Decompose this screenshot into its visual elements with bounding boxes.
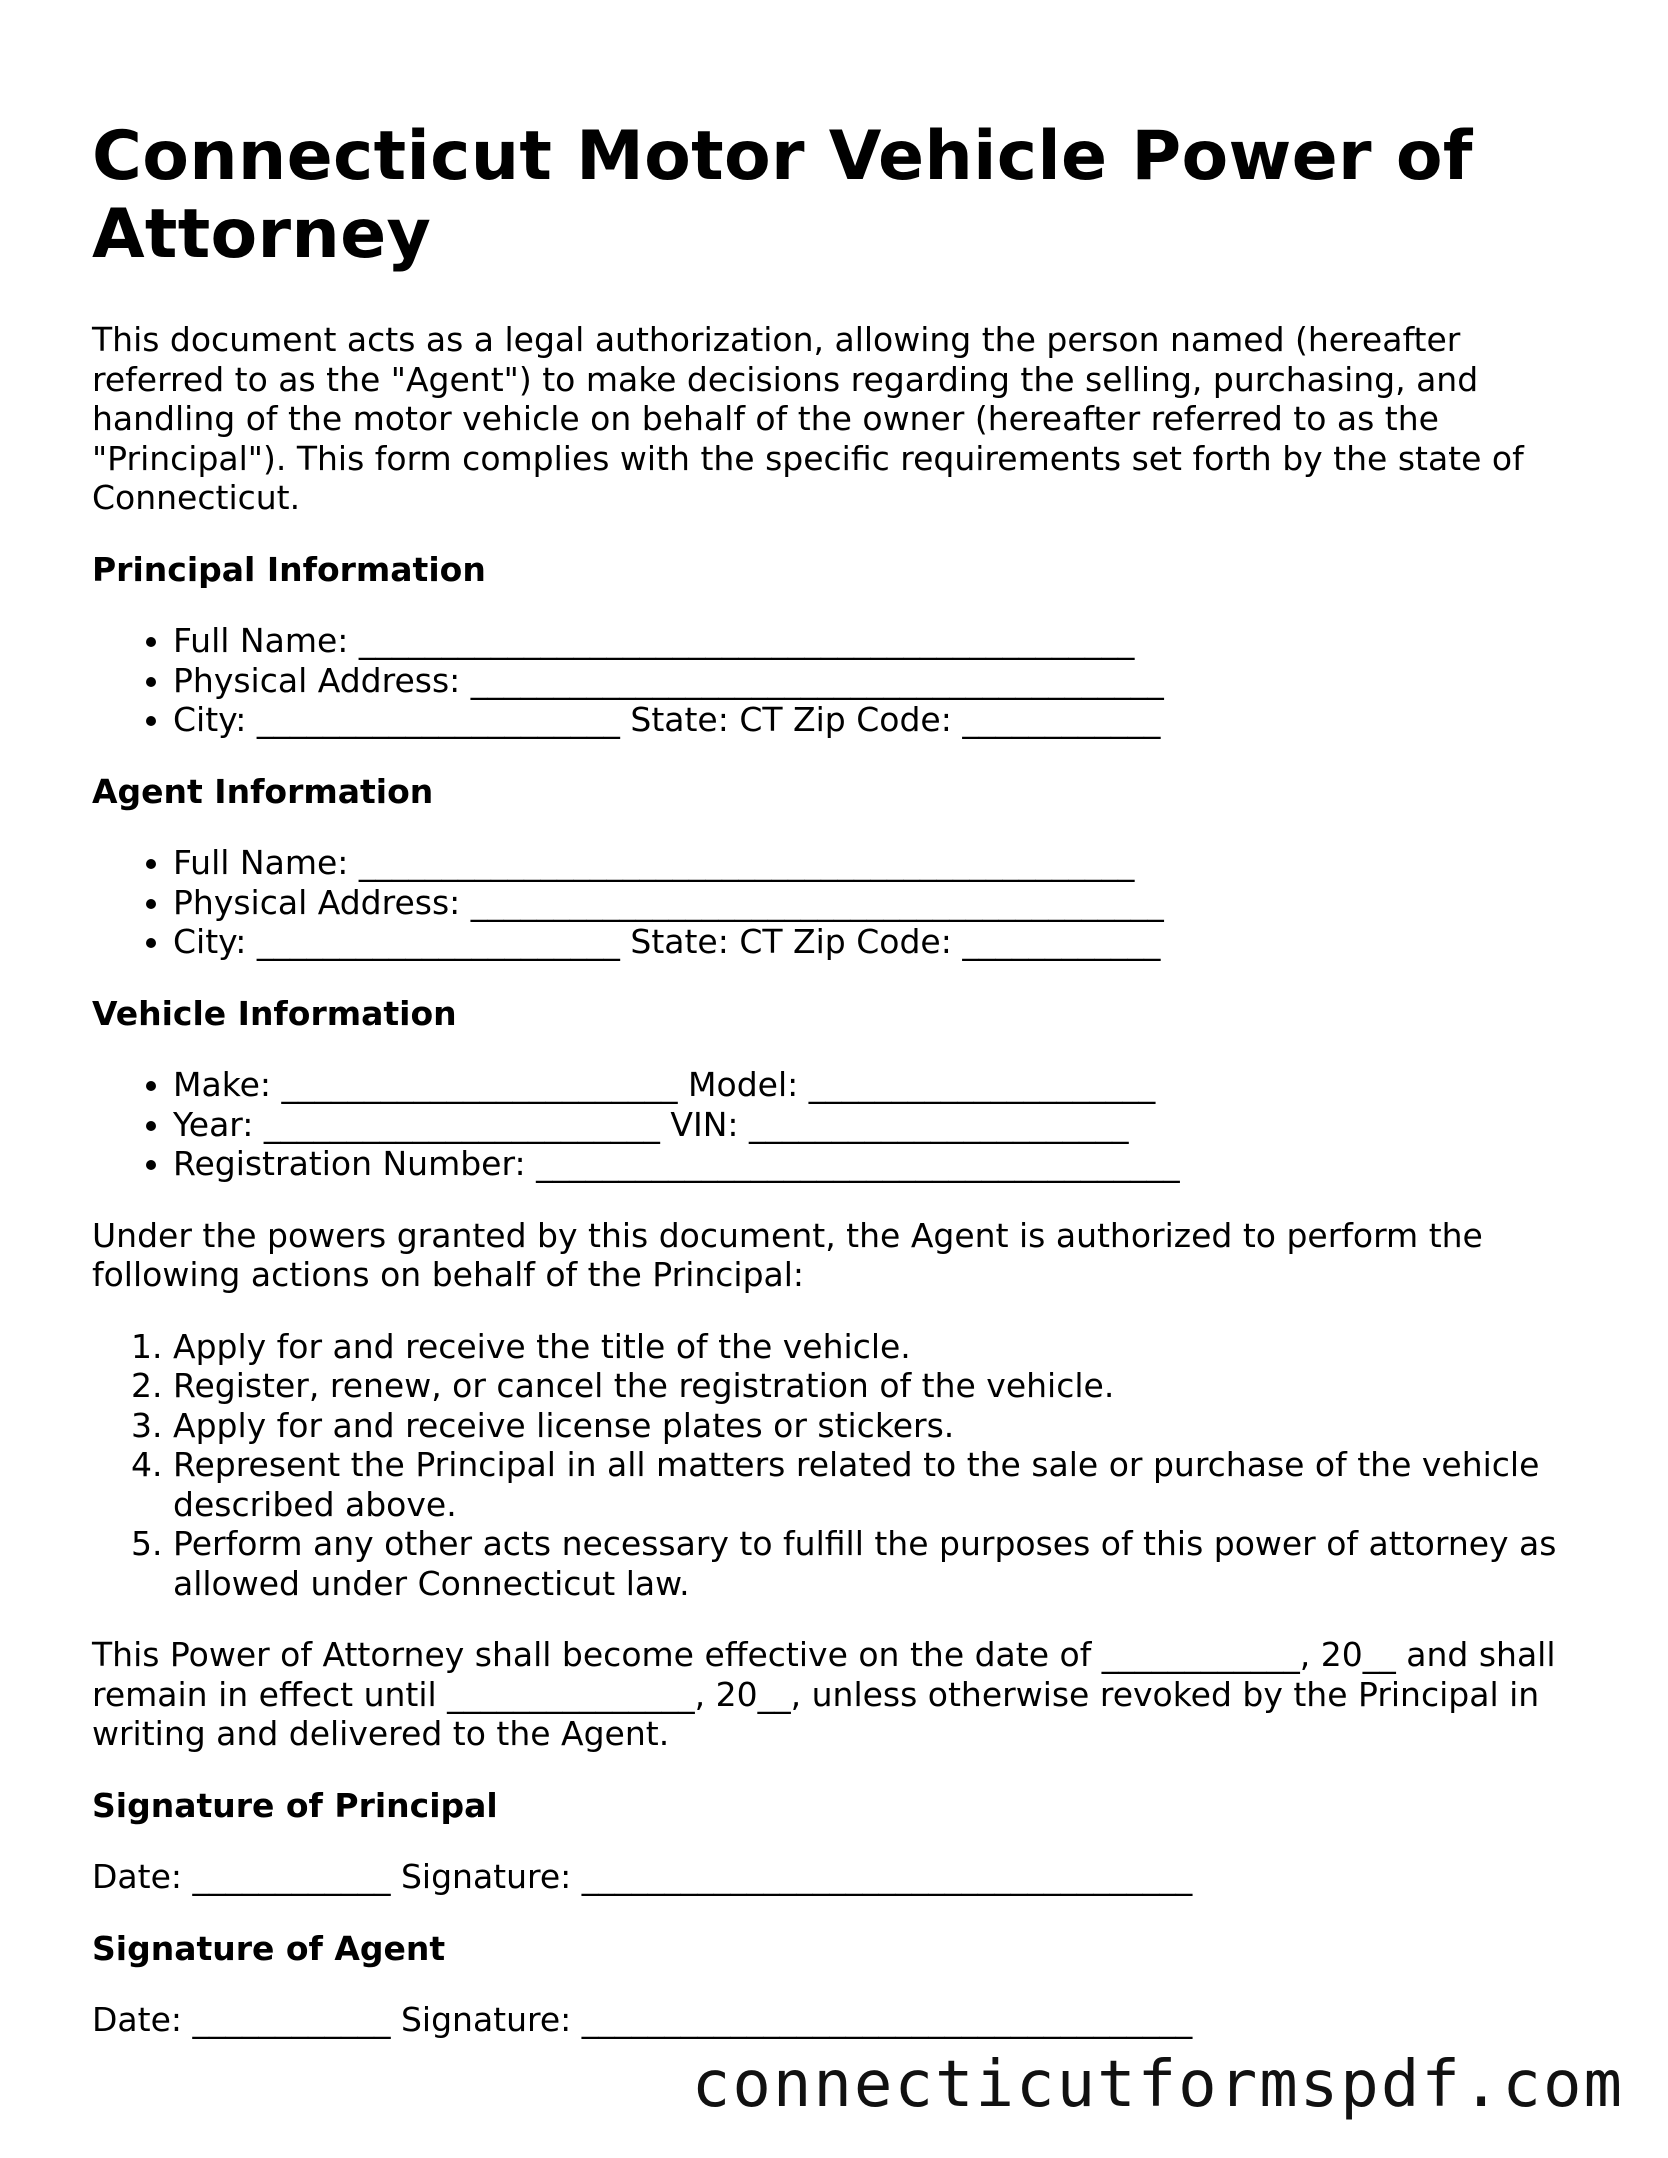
powers-intro: Under the powers granted by this document, the Agent is authorized to perform the following actions on behalf of the Principal: bbox=[92, 1215, 1483, 1294]
effective-date-paragraph[interactable]: This Power of Attorney shall become effective on the date of ____________, 20__ and shall remain in effect until _______________, 20__, unless otherwise revoked by the Principal in writing and delivered to the Agent. bbox=[92, 1635, 1556, 1753]
document-page bbox=[92, 118, 1592, 2040]
intro-paragraph: This document acts as a legal authorization, allowing the person named (hereafter referred to as the "Agent") to make decisions regarding the selling, purchasing, and handling of the motor vehicle on behalf of the owner (hereafter referred to as the "Principal"). This form complies with the specific requirements set forth by the state of Connecticut. bbox=[92, 320, 1524, 517]
agent-signature-line[interactable]: Date: ____________ Signature: _____________________________________ bbox=[92, 2000, 1193, 2039]
principal-signature-line[interactable]: Date: ____________ Signature: _____________________________________ bbox=[92, 1857, 1193, 1896]
vehicle-info-heading: Vehicle Information bbox=[92, 993, 457, 1033]
agent-address-field[interactable]: • Physical Address: __________________________________________ bbox=[173, 883, 1592, 923]
principal-info-heading: Principal Information bbox=[92, 549, 486, 589]
agent-city-state-zip-field[interactable]: • City: ______________________ State: CT Zip Code: ____________ bbox=[173, 922, 1592, 962]
vehicle-info-list bbox=[92, 1065, 1592, 1184]
principal-full-name-field[interactable]: • Full Name: _______________________________________________ bbox=[173, 621, 1592, 661]
power-item: 2. Register, renew, or cancel the registration of the vehicle. bbox=[173, 1366, 1592, 1406]
agent-info-list bbox=[92, 843, 1592, 962]
agent-info-heading: Agent Information bbox=[92, 771, 434, 811]
vehicle-registration-field[interactable]: • Registration Number: _______________________________________ bbox=[173, 1144, 1592, 1184]
power-item: 3. Apply for and receive license plates or stickers. bbox=[173, 1406, 1592, 1446]
page-title: Connecticut Motor Vehicle Power of Attorney bbox=[92, 117, 1473, 274]
power-item: 4. Represent the Principal in all matters related to the sale or purchase of the vehicle described above. bbox=[173, 1445, 1592, 1524]
powers-list bbox=[92, 1327, 1592, 1604]
power-item: 1. Apply for and receive the title of the vehicle. bbox=[173, 1327, 1592, 1367]
principal-signature-heading: Signature of Principal bbox=[92, 1785, 498, 1825]
power-item: 5. Perform any other acts necessary to fulfill the purposes of this power of attorney as allowed under Connecticut law. bbox=[173, 1524, 1592, 1603]
principal-city-state-zip-field[interactable]: • City: ______________________ State: CT Zip Code: ____________ bbox=[173, 700, 1592, 740]
agent-full-name-field[interactable]: • Full Name: _______________________________________________ bbox=[173, 843, 1592, 883]
vehicle-year-vin-field[interactable]: • Year: ________________________ VIN: _______________________ bbox=[173, 1105, 1592, 1145]
watermark-text: connecticutformspdf.com bbox=[691, 2048, 1624, 2122]
principal-info-list bbox=[92, 621, 1592, 740]
agent-signature-heading: Signature of Agent bbox=[92, 1928, 446, 1968]
principal-address-field[interactable]: • Physical Address: __________________________________________ bbox=[173, 661, 1592, 701]
vehicle-make-model-field[interactable]: • Make: ________________________ Model: _____________________ bbox=[173, 1065, 1592, 1105]
